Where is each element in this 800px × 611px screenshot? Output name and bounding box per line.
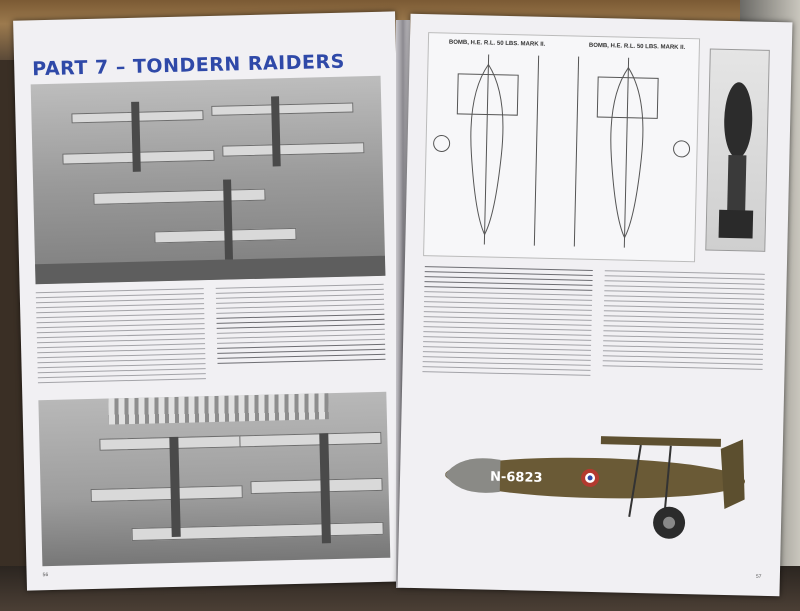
aircraft-serial: N-6823 bbox=[489, 469, 543, 486]
sopwith-camel-illustration bbox=[419, 402, 752, 549]
article-text-col2 bbox=[216, 284, 386, 368]
bomb-photograph bbox=[705, 49, 770, 252]
bomb-outline-drawing bbox=[424, 33, 699, 261]
article-text-col1 bbox=[36, 288, 206, 387]
page-title: PART 7 – TONDERN RAIDERS bbox=[32, 50, 346, 81]
right-text-col1 bbox=[422, 266, 592, 380]
ship-deck-photo-bottom bbox=[38, 392, 390, 566]
right-page bbox=[398, 14, 793, 597]
bomb-technical-drawing bbox=[423, 32, 700, 262]
page-number-right: 57 bbox=[755, 573, 762, 580]
ship-deck-photo-top bbox=[31, 76, 386, 284]
drawing-title-left: BOMB, H.E. R.L. 50 LBS. MARK II. bbox=[448, 39, 546, 48]
left-page bbox=[13, 11, 409, 590]
bomb-silhouette bbox=[706, 50, 769, 251]
page-number-left: 56 bbox=[42, 572, 49, 579]
right-text-col2 bbox=[603, 270, 765, 374]
drawing-title-right: BOMB, H.E. R.L. 50 LBS. MARK II. bbox=[588, 42, 686, 51]
